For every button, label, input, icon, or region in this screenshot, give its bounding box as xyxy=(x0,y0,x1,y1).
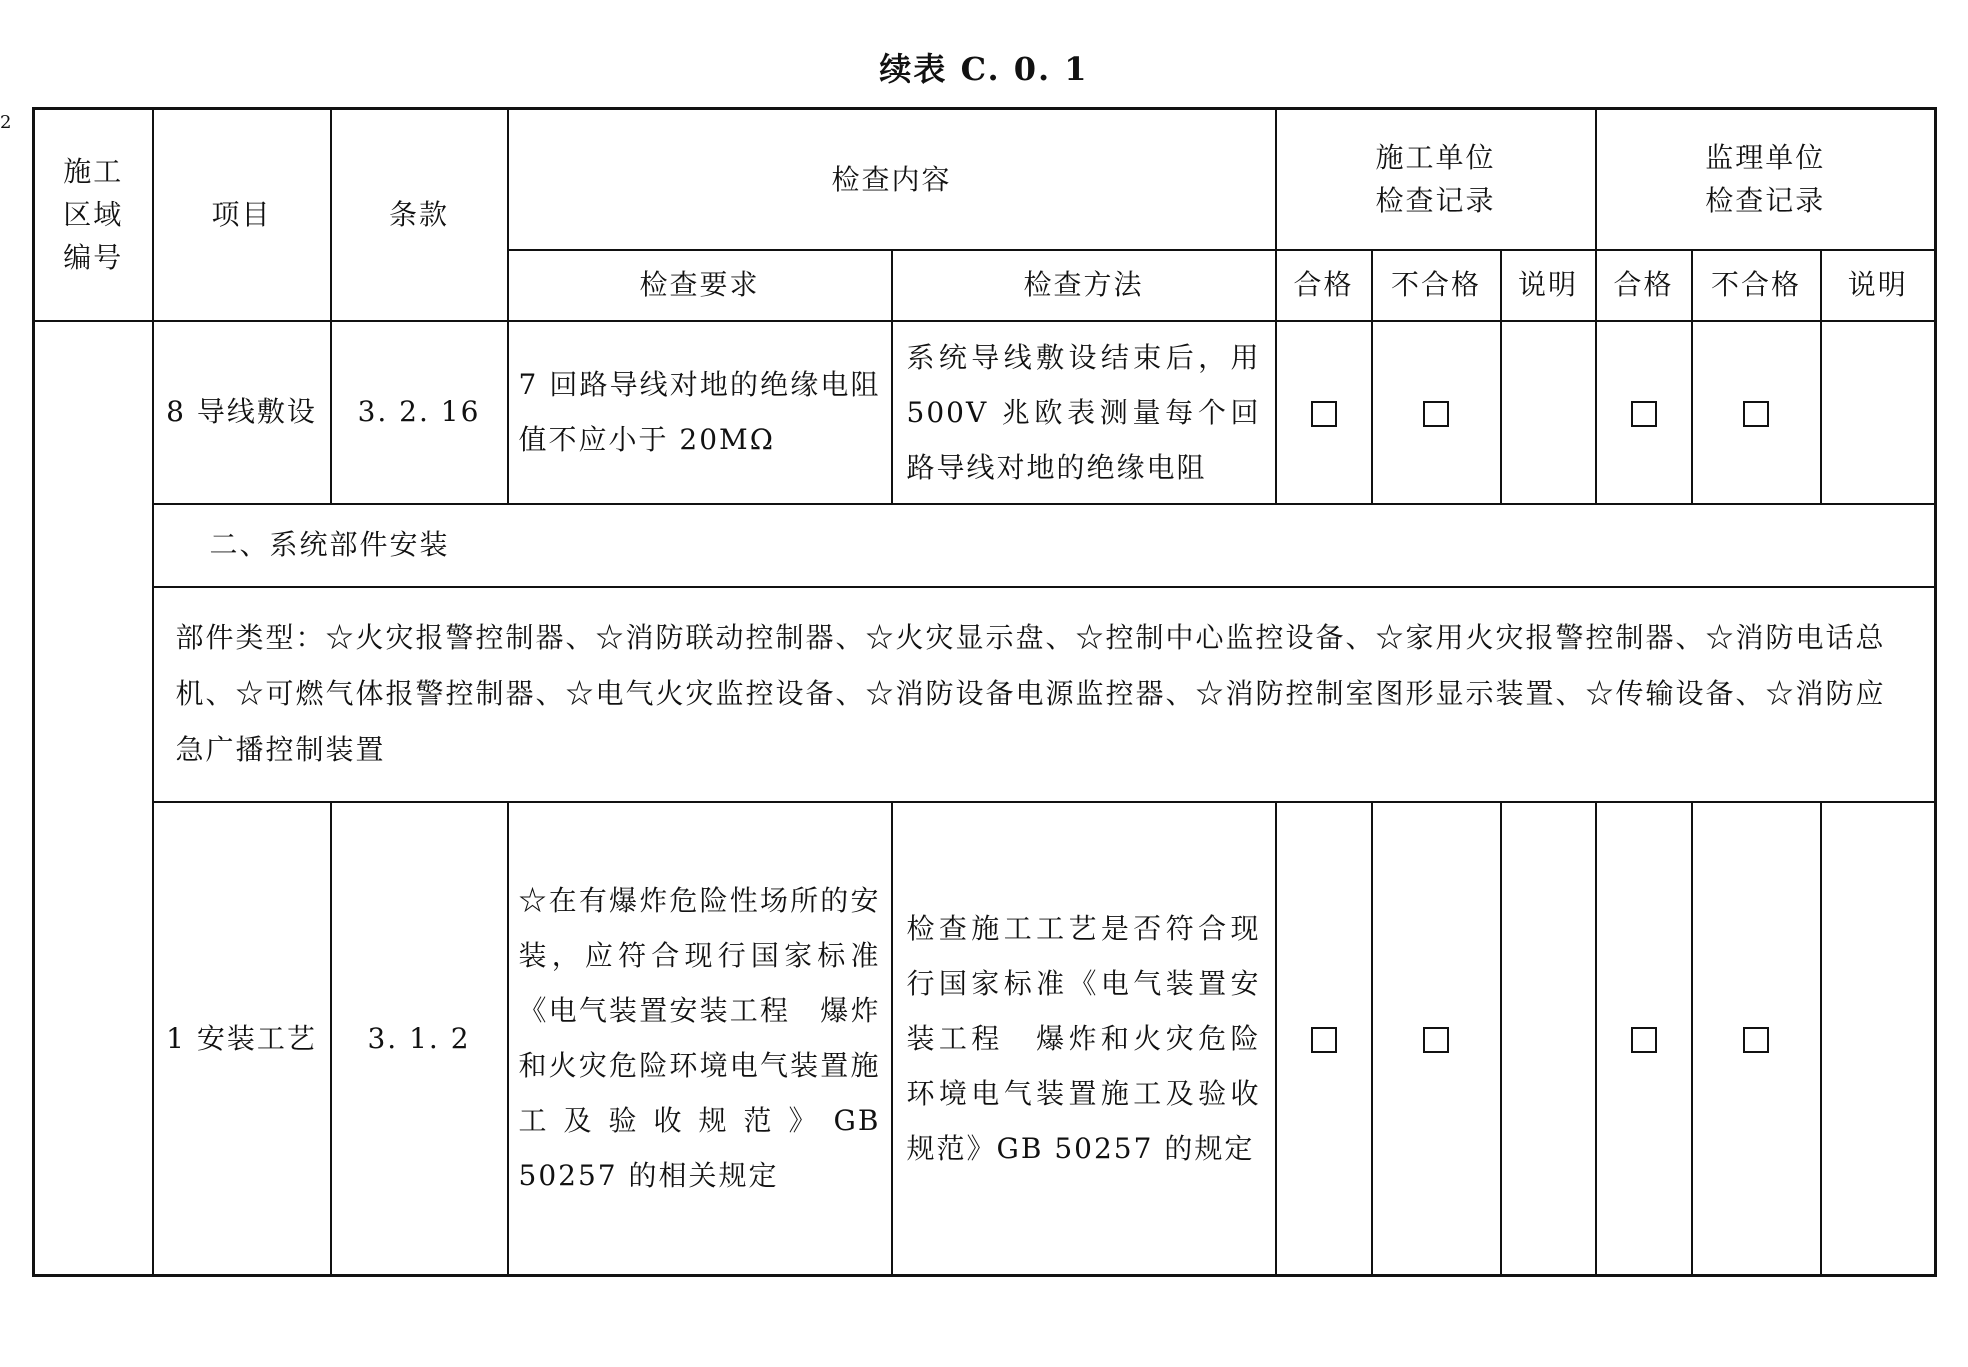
table-row xyxy=(34,321,1936,504)
contractor-note-cell[interactable] xyxy=(1501,321,1596,504)
supervisor-fail-checkbox[interactable] xyxy=(1743,401,1769,427)
supervisor-pass-checkbox[interactable] xyxy=(1631,1027,1657,1053)
row-requirement: ☆在有爆炸危险性场所的安装，应符合现行国家标准《电气装置安装工程 爆炸和火灾危险环境电气装置施工及验收规范》GB 50257 的相关规定 xyxy=(508,802,892,1276)
supervisor-note-cell[interactable] xyxy=(1821,802,1936,1276)
component-types: 部件类型：☆火灾报警控制器、☆消防联动控制器、☆火灾显示盘、☆控制中心监控设备、☆家用火灾报警控制器、☆消防电话总机、☆可燃气体报警控制器、☆电气火灾监控设备、☆消防设备电源监控器、☆消防控制室图形显示装置、☆传输设备、☆消防应急广播控制装置 xyxy=(153,587,1936,802)
header-supervisor-line1: 监理单位 xyxy=(1705,140,1826,174)
header-supervisor-fail: 不合格 xyxy=(1692,250,1821,321)
section-title: 二、系统部件安装 xyxy=(153,504,1936,587)
header-clause: 条款 xyxy=(331,109,508,321)
row-method: 检查施工工艺是否符合现行国家标准《电气装置安装工程 爆炸和火灾危险环境电气装置施工及验收规范》GB 50257 的规定 xyxy=(892,802,1276,1276)
contractor-pass-checkbox[interactable] xyxy=(1311,1027,1337,1053)
inspection-table xyxy=(32,107,1937,1277)
supervisor-fail-cell xyxy=(1692,802,1821,1276)
header-contractor-note: 说明 xyxy=(1501,250,1596,321)
row-clause: 3. 1. 2 xyxy=(331,802,508,1276)
page-edge-mark: 2 xyxy=(0,112,12,133)
table-caption: 续表 C. 0. 1 xyxy=(879,50,1089,88)
supervisor-pass-checkbox[interactable] xyxy=(1631,401,1657,427)
row-method: 系统导线敷设结束后，用 500V 兆欧表测量每个回路导线对地的绝缘电阻 xyxy=(892,321,1276,504)
header-item: 项目 xyxy=(153,109,331,321)
row-item: 1 安装工艺 xyxy=(153,802,331,1276)
table-row xyxy=(34,802,1936,1276)
header-method: 检查方法 xyxy=(892,250,1276,321)
contractor-fail-checkbox[interactable] xyxy=(1423,401,1449,427)
contractor-pass-cell xyxy=(1276,321,1372,504)
supervisor-pass-cell xyxy=(1596,802,1692,1276)
row-requirement: 7 回路导线对地的绝缘电阻值不应小于 20MΩ xyxy=(508,321,892,504)
header-area-line1: 施工 xyxy=(63,154,124,188)
contractor-fail-cell xyxy=(1372,802,1501,1276)
header-contractor-pass: 合格 xyxy=(1276,250,1372,321)
contractor-fail-checkbox[interactable] xyxy=(1423,1027,1449,1053)
area-code-cell xyxy=(34,321,153,1276)
header-area-line2: 区域 xyxy=(63,198,124,232)
header-content: 检查内容 xyxy=(508,109,1276,250)
header-supervisor-pass: 合格 xyxy=(1596,250,1692,321)
header-requirement: 检查要求 xyxy=(508,250,892,321)
header-area-code xyxy=(34,109,153,321)
row-clause: 3. 2. 16 xyxy=(331,321,508,504)
header-contractor-line1: 施工单位 xyxy=(1375,140,1496,174)
contractor-pass-cell xyxy=(1276,802,1372,1276)
contractor-pass-checkbox[interactable] xyxy=(1311,401,1337,427)
header-area-line3: 编号 xyxy=(63,241,124,275)
supervisor-fail-checkbox[interactable] xyxy=(1743,1027,1769,1053)
header-contractor-record xyxy=(1276,109,1596,250)
supervisor-fail-cell xyxy=(1692,321,1821,504)
header-contractor-fail: 不合格 xyxy=(1372,250,1501,321)
header-contractor-line2: 检查记录 xyxy=(1375,184,1496,218)
header-supervisor-line2: 检查记录 xyxy=(1705,184,1826,218)
contractor-fail-cell xyxy=(1372,321,1501,504)
supervisor-note-cell[interactable] xyxy=(1821,321,1936,504)
contractor-note-cell[interactable] xyxy=(1501,802,1596,1276)
supervisor-pass-cell xyxy=(1596,321,1692,504)
row-item: 8 导线敷设 xyxy=(153,321,331,504)
header-supervisor-record xyxy=(1596,109,1936,250)
header-supervisor-note: 说明 xyxy=(1821,250,1936,321)
